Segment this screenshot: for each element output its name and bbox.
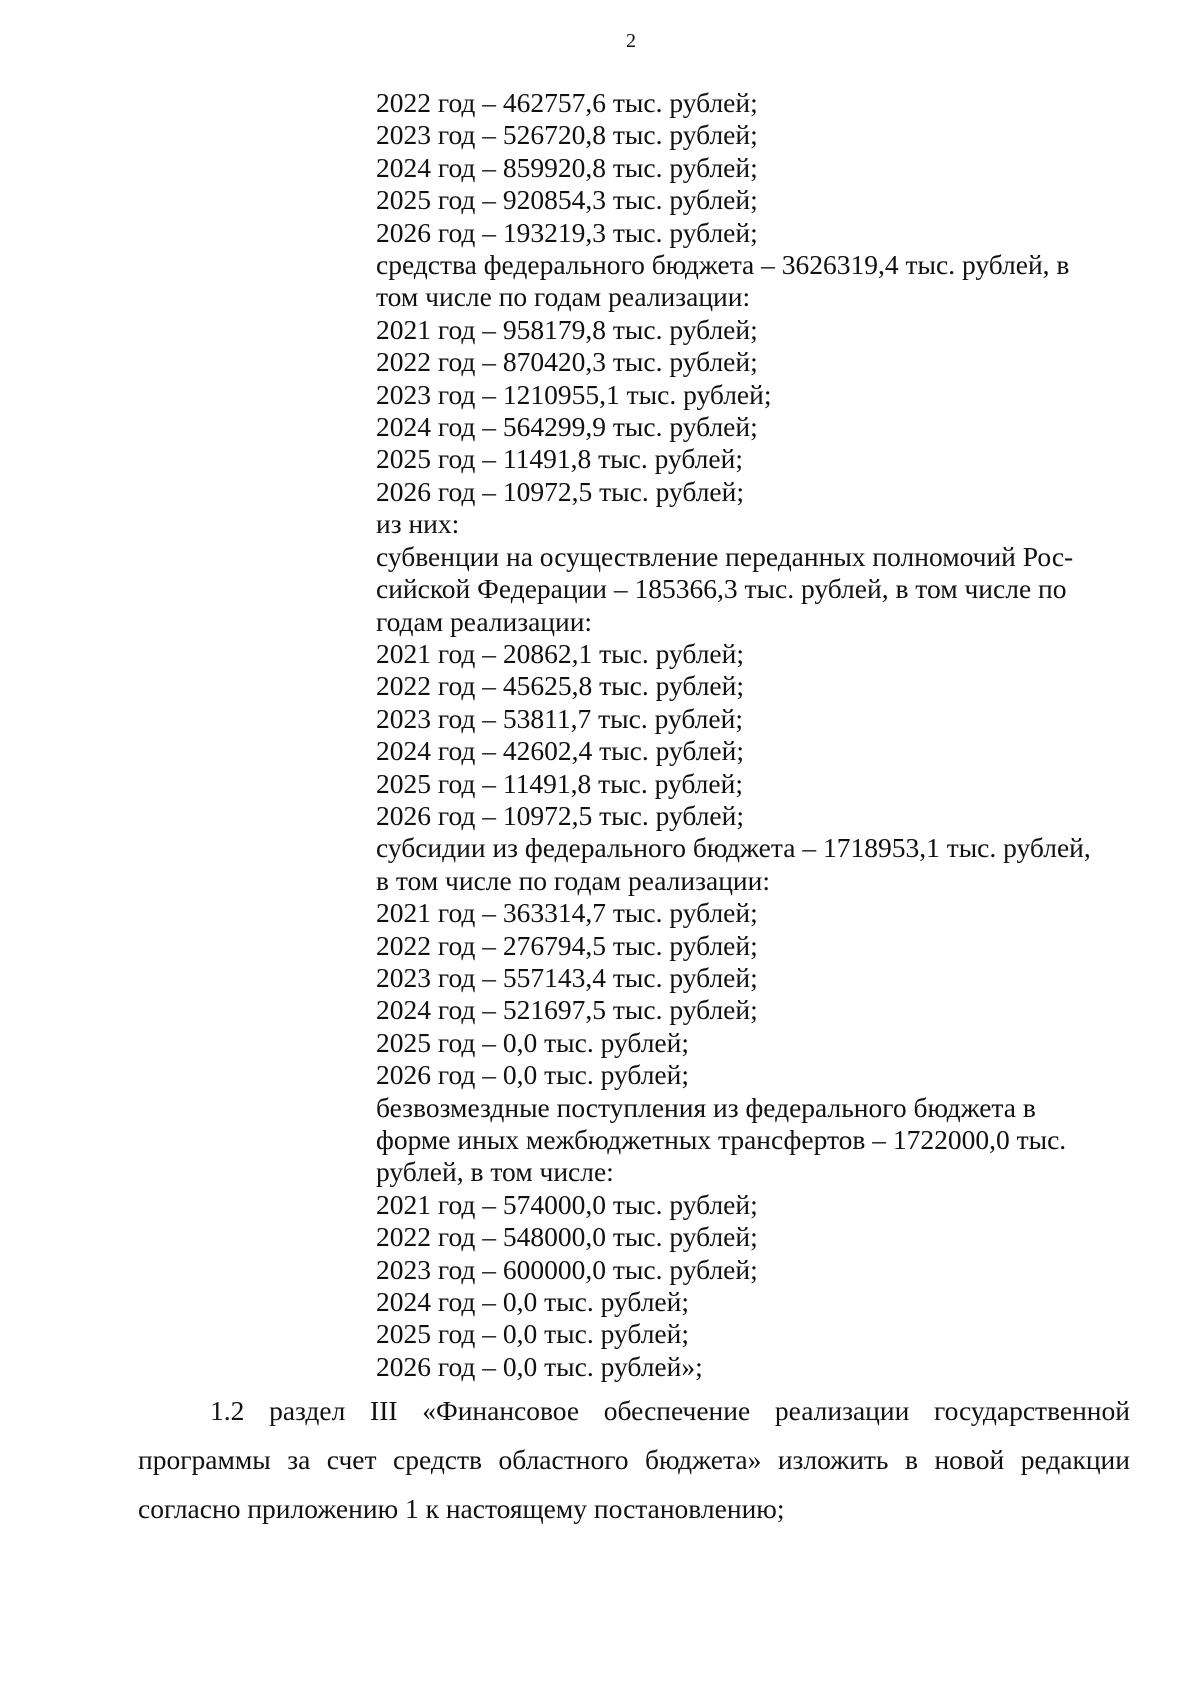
- budget-line: 2022 год – 45625,8 тыс. рублей;: [376, 670, 744, 702]
- budget-line: 2021 год – 20862,1 тыс. рублей;: [376, 637, 744, 669]
- budget-line: в том числе по годам реализации:: [376, 864, 770, 896]
- budget-line: 2024 год – 42602,4 тыс. рублей;: [376, 735, 744, 767]
- budget-line: 2024 год – 521697,5 тыс. рублей;: [376, 994, 758, 1026]
- budget-line: рублей, в том числе:: [376, 1156, 614, 1188]
- budget-line: 2021 год – 574000,0 тыс. рублей;: [376, 1188, 758, 1220]
- budget-line: 2022 год – 870420,3 тыс. рублей;: [376, 346, 758, 378]
- budget-line: 2023 год – 526720,8 тыс. рублей;: [376, 119, 758, 151]
- budget-line: 2023 год – 53811,7 тыс. рублей;: [376, 702, 743, 734]
- budget-line: 2022 год – 462757,6 тыс. рублей;: [376, 87, 758, 118]
- budget-line: 2025 год – 920854,3 тыс. рублей;: [376, 184, 758, 216]
- budget-line: 2021 год – 363314,7 тыс. рублей;: [376, 897, 758, 929]
- amendment-paragraph: [138, 1386, 1130, 1533]
- budget-line: 2025 год – 11491,8 тыс. рублей;: [376, 443, 743, 475]
- budget-line: 2026 год – 10972,5 тыс. рублей;: [376, 799, 744, 831]
- budget-line: 2026 год – 10972,5 тыс. рублей;: [376, 475, 744, 507]
- budget-line: 2025 год – 11491,8 тыс. рублей;: [376, 767, 743, 799]
- budget-line: 2023 год – 557143,4 тыс. рублей;: [376, 961, 758, 993]
- budget-line: 2024 год – 564299,9 тыс. рублей;: [376, 411, 758, 443]
- budget-line: сийской Федерации – 185366,3 тыс. рублей, в том числе по: [376, 573, 1067, 605]
- budget-line: субвенции на осуществление переданных полномочий Рос-: [376, 540, 1074, 572]
- budget-line: 2021 год – 958179,8 тыс. рублей;: [376, 313, 758, 345]
- budget-line: 2024 год – 0,0 тыс. рублей;: [376, 1286, 689, 1318]
- budget-line: 2022 год – 276794,5 тыс. рублей;: [376, 929, 758, 961]
- budget-line: средства федерального бюджета – 3626319,4 тыс. рублей, в: [376, 249, 1070, 281]
- budget-line: субсидии из федерального бюджета – 1718953,1 тыс. рублей,: [376, 832, 1091, 864]
- budget-line: безвозмездные поступления из федерального бюджета в: [376, 1091, 1036, 1123]
- budget-line: 2023 год – 600000,0 тыс. рублей;: [376, 1253, 758, 1285]
- budget-line: годам реализации:: [376, 605, 593, 637]
- amendment-text: 1.2 раздел III «Финансовое обеспечение реализации государственной программы за счет средств областного бюджета» изложить в новой редакции согласно приложению 1 к настоящему постановлению;: [138, 1395, 1130, 1524]
- budget-line: том числе по годам реализации:: [376, 281, 751, 313]
- budget-line: 2025 год – 0,0 тыс. рублей;: [376, 1026, 689, 1058]
- budget-line: 2023 год – 1210955,1 тыс. рублей;: [376, 378, 772, 410]
- budget-line: 2025 год – 0,0 тыс. рублей;: [376, 1318, 689, 1350]
- page-number: 2: [626, 30, 636, 52]
- budget-line: форме иных межбюджетных трансфертов – 1722000,0 тыс.: [376, 1124, 1067, 1155]
- budget-line: 2026 год – 0,0 тыс. рублей;: [376, 1059, 689, 1091]
- budget-line: из них:: [376, 508, 460, 540]
- budget-line: 2022 год – 548000,0 тыс. рублей;: [376, 1221, 758, 1253]
- budget-breakdown: [376, 87, 1136, 1383]
- budget-line: 2024 год – 859920,8 тыс. рублей;: [376, 151, 758, 183]
- budget-line: 2026 год – 193219,3 тыс. рублей;: [376, 216, 758, 248]
- budget-line: 2026 год – 0,0 тыс. рублей»;: [376, 1350, 703, 1382]
